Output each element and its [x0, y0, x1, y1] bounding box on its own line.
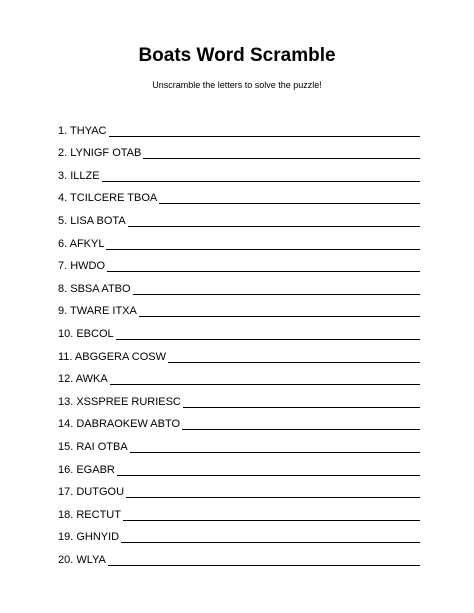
answer-line[interactable] — [108, 565, 420, 566]
scrambled-word: 20. WLYA — [58, 553, 106, 566]
answer-line[interactable] — [168, 362, 420, 363]
page-subtitle: Unscramble the letters to solve the puzzle! — [152, 80, 322, 90]
scramble-item — [58, 318, 420, 341]
answer-line[interactable] — [139, 316, 420, 317]
scramble-item — [58, 409, 420, 432]
answer-line[interactable] — [133, 294, 420, 295]
answer-line[interactable] — [123, 520, 420, 521]
answer-line[interactable] — [126, 497, 420, 498]
scrambled-word: 5. LISA BOTA — [58, 214, 126, 227]
answer-line[interactable] — [106, 249, 420, 250]
scrambled-word: 15. RAI OTBA — [58, 440, 128, 453]
scrambled-word: 10. EBCOL — [58, 327, 114, 340]
answer-line[interactable] — [183, 407, 420, 408]
scramble-item — [58, 138, 420, 161]
scramble-item — [58, 273, 420, 296]
scramble-item — [58, 544, 420, 567]
scrambled-word: 6. AFKYL — [58, 237, 105, 250]
answer-line[interactable] — [117, 475, 420, 476]
scrambled-word: 14. DABRAOKEW ABTO — [58, 418, 181, 431]
scramble-item — [58, 341, 420, 364]
answer-line[interactable] — [116, 339, 420, 340]
scramble-item — [58, 251, 420, 274]
answer-line[interactable] — [182, 429, 420, 430]
scramble-item — [58, 522, 420, 545]
scramble-item — [58, 364, 420, 387]
scrambled-word: 4. TCILCERE TBOA — [58, 192, 158, 205]
scrambled-word: 16. EGABR — [58, 463, 115, 476]
answer-line[interactable] — [143, 158, 420, 159]
answer-line[interactable] — [107, 271, 420, 272]
scrambled-word: 19. GHNYID — [58, 531, 120, 544]
scramble-item — [58, 454, 420, 477]
scrambled-word: 13. XSSPREE RURIESC — [58, 395, 181, 408]
scrambled-word: 7. HWDO — [58, 260, 106, 273]
answer-line[interactable] — [130, 452, 420, 453]
scramble-item — [58, 477, 420, 500]
scrambled-word: 17. DUTGOU — [58, 486, 125, 499]
scrambled-word: 12. AWKA — [58, 373, 108, 386]
scrambled-word: 3. ILLZE — [58, 169, 100, 182]
answer-line[interactable] — [109, 136, 421, 137]
scramble-list — [58, 115, 420, 567]
scrambled-word: 2. LYNIGF OTAB — [58, 147, 142, 160]
scrambled-word: 11. ABGGERA COSW — [58, 350, 166, 363]
scramble-item — [58, 431, 420, 454]
scrambled-word: 1. THYAC — [58, 124, 107, 137]
page-title: Boats Word Scramble — [138, 45, 336, 66]
scramble-item — [58, 183, 420, 206]
scramble-item — [58, 115, 420, 138]
scramble-item — [58, 296, 420, 319]
scramble-item — [58, 160, 420, 183]
scrambled-word: 9. TWARE ITXA — [58, 305, 137, 318]
scramble-item — [58, 386, 420, 409]
answer-line[interactable] — [121, 542, 420, 543]
answer-line[interactable] — [110, 384, 420, 385]
answer-line[interactable] — [128, 226, 420, 227]
scramble-item — [58, 205, 420, 228]
scramble-item — [58, 228, 420, 251]
answer-line[interactable] — [102, 181, 420, 182]
scramble-item — [58, 499, 420, 522]
scrambled-word: 18. RECTUT — [58, 508, 121, 521]
scrambled-word: 8. SBSA ATBO — [58, 282, 131, 295]
answer-line[interactable] — [159, 203, 420, 204]
